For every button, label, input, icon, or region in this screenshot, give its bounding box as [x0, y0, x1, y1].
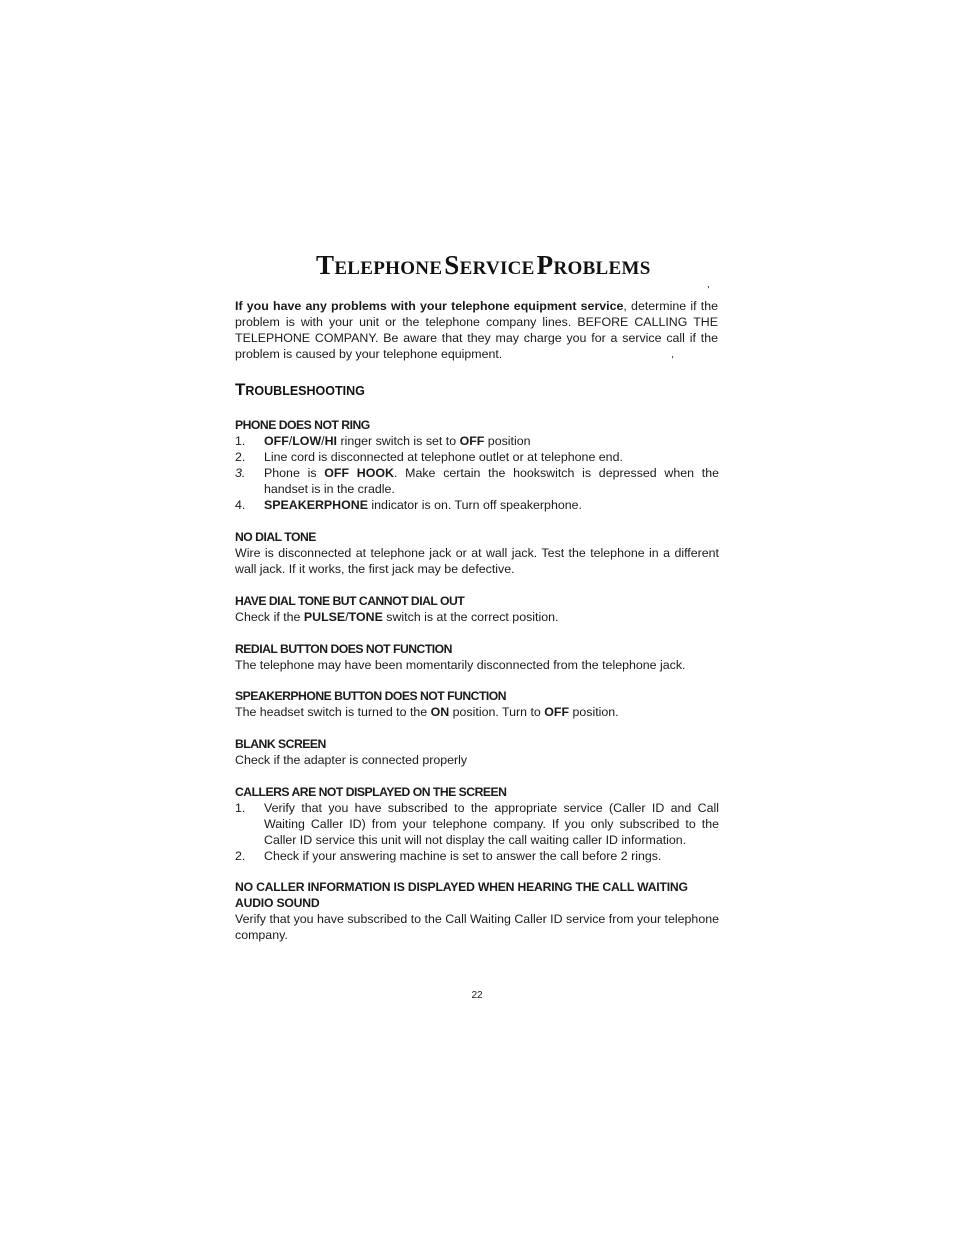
section-heading: CALLERS ARE NOT DISPLAYED ON THE SCREEN: [235, 785, 507, 799]
list-item: 1. OFF/LOW/HI ringer switch is set to OFF position: [235, 434, 531, 448]
section-text: Wire is disconnected at telephone jack or at wall jack. Test the telephone in a different wall jack. If it works, the first jack may be defective.: [235, 546, 719, 576]
steps-list: [235, 433, 719, 513]
page-title: TELEPHONESERVICEPROBLEMS: [316, 250, 651, 280]
section-heading: HAVE DIAL TONE BUT CANNOT DIAL OUT: [235, 594, 465, 608]
stray-mark: ': [671, 355, 673, 366]
page-number: 22: [471, 990, 483, 1001]
section-callers-not-displayed: [235, 784, 719, 864]
section-text: Verify that you have subscribed to the Call Waiting Caller ID service from your telephone company.: [235, 912, 719, 942]
section-cannot-dial-out: [235, 593, 719, 625]
section-no-dial-tone: [235, 529, 719, 577]
section-heading: NO CALLER INFORMATION IS DISPLAYED WHEN HEARING THE CALL WAITING AUDIO SOUND: [235, 880, 688, 910]
list-item: 2. Line cord is disconnected at telephone outlet or at telephone end.: [235, 450, 623, 464]
intro-paragraph: If you have any problems with your telephone equipment service, determine if the problem is with your unit or the telephone company lines. BEFORE CALLING THE TELEPHONE COMPANY. Be aware that they may charge you for a service call if the problem is caused by your telephone equipment.: [235, 299, 718, 361]
list-item: 1. Verify that you have subscribed to the appropriate service (Caller ID and Call Waiting Caller ID) from your telephone company. If you only subscribed to the Caller ID service this unit will not display the call waiting caller ID information.: [235, 801, 719, 847]
section-speakerphone-button: [235, 688, 719, 720]
stray-mark: ': [707, 285, 709, 296]
section-redial: [235, 641, 719, 673]
section-heading: REDIAL BUTTON DOES NOT FUNCTION: [235, 642, 452, 656]
section-phone-does-not-ring: [235, 417, 719, 513]
list-item: 3. Phone is OFF HOOK. Make certain the hookswitch is depressed when the handset is in the cradle.: [235, 466, 720, 496]
section-text: The telephone may have been momentarily disconnected from the telephone jack.: [235, 658, 686, 672]
section-text: Check if the adapter is connected properly: [235, 753, 468, 767]
section-blank-screen: [235, 736, 719, 768]
section-heading: SPEAKERPHONE BUTTON DOES NOT FUNCTION: [235, 689, 507, 703]
section-no-caller-info: [235, 879, 719, 943]
section-text: The headset switch is turned to the ON position. Turn to OFF position.: [235, 705, 619, 719]
list-item: 2. Check if your answering machine is set to answer the call before 2 rings.: [235, 849, 662, 863]
steps-list: [235, 800, 719, 864]
section-text: Check if the PULSE/TONE switch is at the correct position.: [235, 610, 559, 624]
section-heading: NO DIAL TONE: [235, 530, 316, 544]
section-heading: BLANK SCREEN: [235, 737, 326, 751]
section-heading: PHONE DOES NOT RING: [235, 418, 370, 432]
list-item: 4. SPEAKERPHONE indicator is on. Turn off speakerphone.: [235, 498, 582, 512]
troubleshooting-heading: TROUBLESHOOTING: [235, 380, 365, 399]
